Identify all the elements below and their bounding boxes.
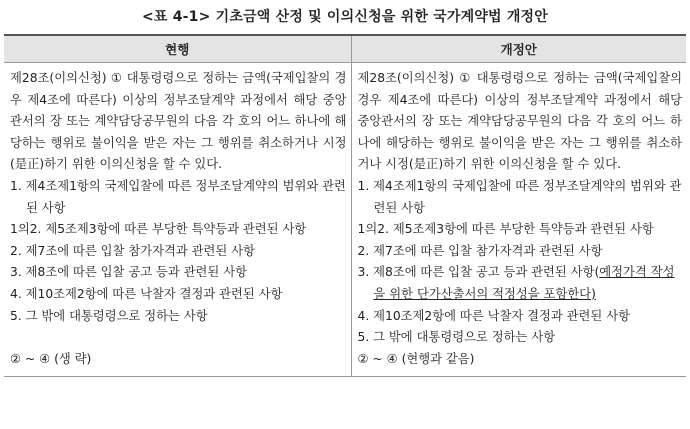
revised-item-3-prefix: 3. 제8조에 따른 입찰 공고 등과 관련된 사항( — [357, 265, 600, 280]
revised-main-paragraph: 제28조(이의신청) ① 대통령령으로 정하는 금액(국제입찰의 경우 제4조에 따른다) 이상의 정부조달계약 과정에서 해당 중앙관서의 장 또는 계약담당공무원의 다음 각 호의 어느 하나에 해당하는 행위로 불이익을 받은 자는 그 행위를 취소하거나 시정(是正)하기 위한 이의신청을 할 수 있다. — [357, 71, 682, 172]
blank-line — [10, 327, 347, 349]
current-item-5: 5. 그 밖에 대통령령으로 정하는 사항 — [10, 308, 208, 323]
current-item-4: 4. 제10조제2항에 따른 낙찰자 결정과 관련된 사항 — [10, 286, 283, 301]
revised-item-3 — [358, 262, 683, 305]
header-revised: 개정안 — [351, 35, 686, 63]
revised-item-3-amendment: 예정가격 작성을 위한 단가산출서의 적정성을 포함한다 — [373, 265, 675, 301]
revised-tail: ② ~ ④ (현행과 같음) — [357, 351, 475, 366]
current-text-cell — [4, 63, 351, 377]
table-caption: <표 4-1> 기초금액 산정 및 이의신청을 위한 국가계약법 개정안 — [142, 9, 548, 25]
revised-item-5: 5. 그 밖에 대통령령으로 정하는 사항 — [357, 330, 556, 345]
revised-item-2: 2. 제7조에 따른 입찰 참가자격과 관련된 사항 — [357, 243, 603, 258]
revised-item-4: 4. 제10조제2항에 따른 낙찰자 결정과 관련된 사항 — [357, 308, 630, 323]
current-item-2: 2. 제7조에 따른 입찰 참가자격과 관련된 사항 — [10, 243, 255, 258]
revised-text-cell — [351, 63, 686, 377]
table-header-row — [4, 35, 686, 63]
current-item-1: 1. 제4조제1항의 국제입찰에 따른 정부조달계약의 범위와 관련된 사항 — [10, 178, 346, 215]
current-item-3: 3. 제8조에 따른 입찰 공고 등과 관련된 사항 — [10, 265, 247, 280]
comparison-table — [4, 34, 686, 377]
table-row — [4, 63, 686, 377]
revised-item-3-suffix: ) — [591, 286, 596, 301]
header-current: 현행 — [4, 35, 351, 63]
current-tail: ② ~ ④ (생 략) — [10, 351, 92, 366]
revised-item-1-2: 1의2. 제5조제3항에 따른 부당한 특약등과 관련된 사항 — [357, 222, 654, 237]
revised-item-1: 1. 제4조제1항의 국제입찰에 따른 정부조달계약의 범위와 관련된 사항 — [357, 178, 682, 215]
current-item-1-2: 1의2. 제5조제3항에 따른 부당한 특약등과 관련된 사항 — [10, 222, 307, 237]
current-main-paragraph: 제28조(이의신청) ① 대통령령으로 정하는 금액(국제입찰의 경우 제4조에 따른다) 이상의 정부조달계약 과정에서 해당 중앙관서의 장 또는 계약담당공무원의 다음 각 호의 어느 하나에 해당하는 행위로 불이익을 받은 자는 그 행위를 취소하거나 시정(是正)하기 위한 이의신청을 할 수 있다. — [10, 71, 347, 172]
